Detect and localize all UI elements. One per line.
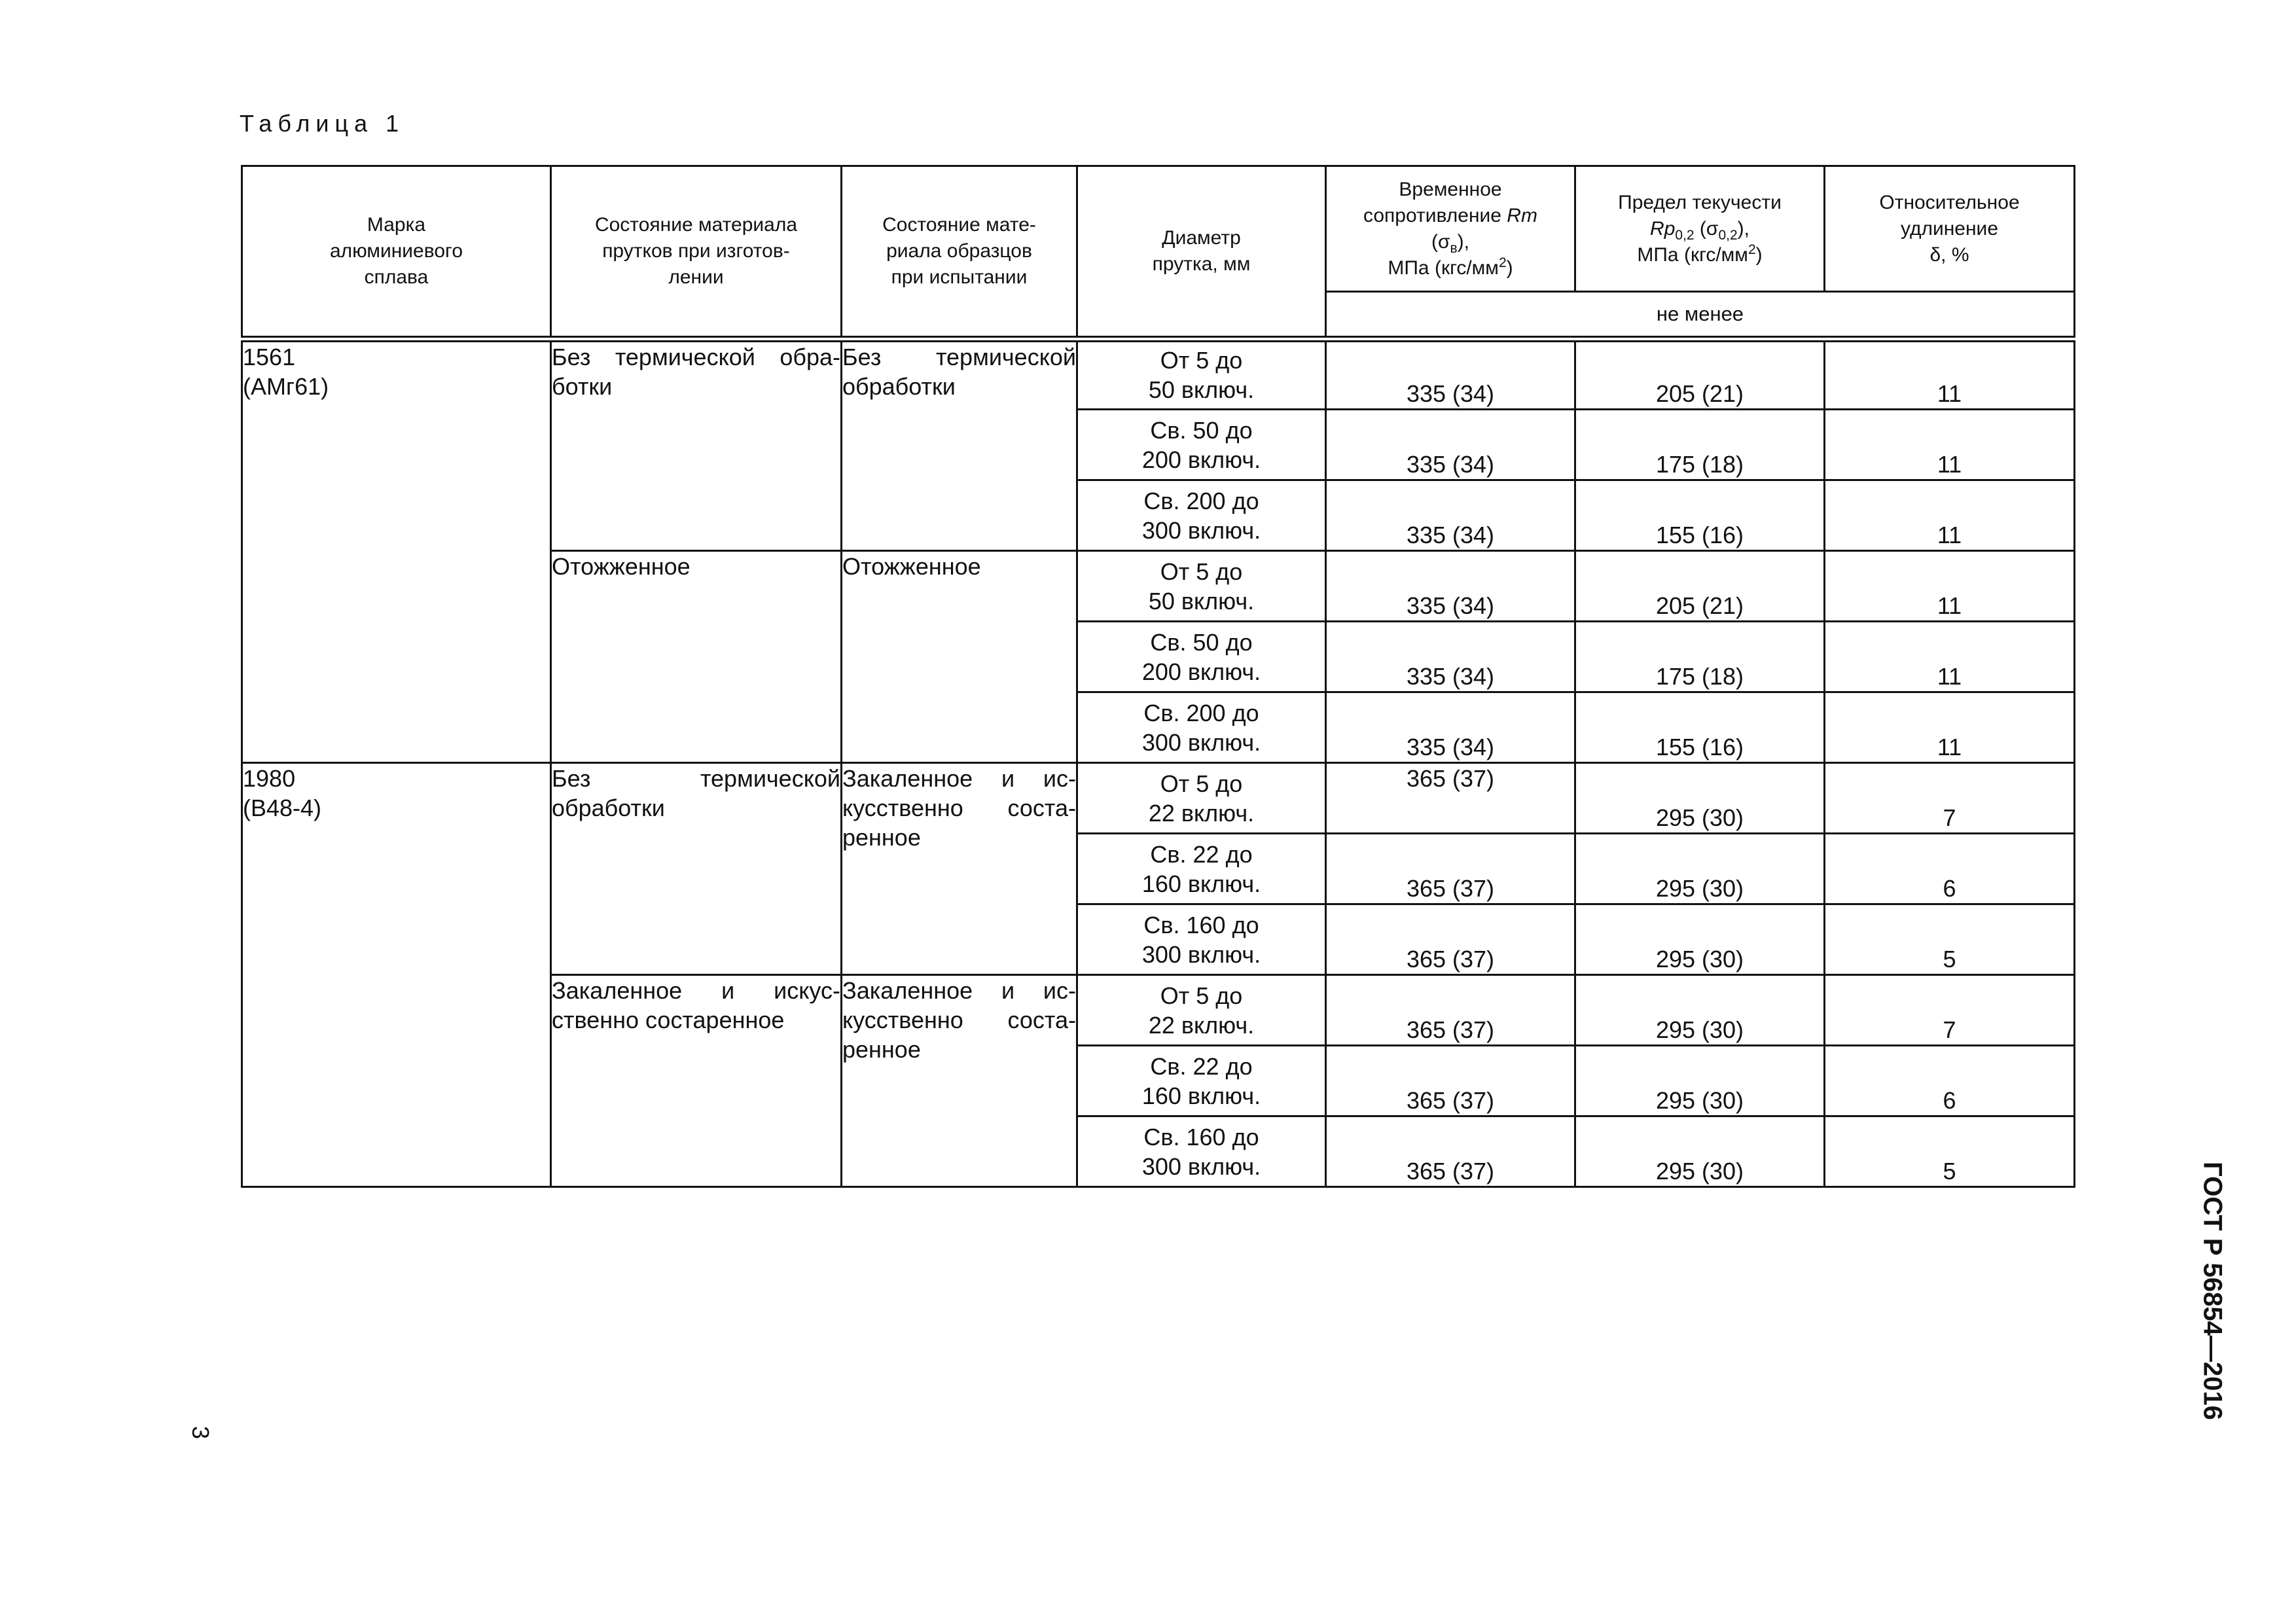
state-testing-cell: Отожженное [842, 551, 1077, 763]
page-number: 3 [187, 1425, 215, 1440]
yield-cell: 205 (21) [1575, 551, 1825, 622]
diameter-cell: Св. 200 до 300 включ. [1077, 692, 1326, 763]
state-testing-cell: Без термической обработки [842, 339, 1077, 551]
diameter-cell: Св. 50 до 200 включ. [1077, 410, 1326, 480]
properties-table [241, 165, 2075, 1188]
document-id: ГОСТ Р 56854—2016 [2198, 1162, 2227, 1420]
header-state-manufacture: Состояние материала прутков при изготов-лении [551, 166, 842, 339]
tensile-cell: 335 (34) [1326, 410, 1575, 480]
state-testing-cell: Закаленное и ис-кусственно соста-ренное [842, 975, 1077, 1187]
diameter-cell: Св. 160 до 300 включ. [1077, 1116, 1326, 1187]
tensile-cell: 365 (37) [1326, 975, 1575, 1046]
table-row [242, 763, 2075, 834]
tensile-cell: 335 (34) [1326, 692, 1575, 763]
header-grade: Марка алюминиевого сплава [242, 166, 551, 339]
elongation-cell: 7 [1825, 763, 2075, 834]
diameter-cell: От 5 до 22 включ. [1077, 975, 1326, 1046]
elongation-cell: 11 [1825, 480, 2075, 551]
header-yield: Предел текучести $Rp_{0,2}$ $(\sigma_{0,2})$, МПа $(кгс/мм^2)$ [1575, 166, 1825, 292]
diameter-cell: Св. 22 до 160 включ. [1077, 834, 1326, 904]
state-manufacture-cell: Отожженное [551, 551, 842, 763]
yield-cell: 155 (16) [1575, 480, 1825, 551]
tensile-cell: 335 (34) [1326, 551, 1575, 622]
state-testing-cell: Закаленное и ис-кусственно соста-ренное [842, 763, 1077, 975]
yield-cell: 295 (30) [1575, 834, 1825, 904]
tensile-cell: 335 (34) [1326, 622, 1575, 692]
yield-cell: 295 (30) [1575, 1046, 1825, 1116]
state-manufacture-cell: Без термической обработки [551, 763, 842, 975]
table-caption: Таблица 1 [240, 110, 405, 137]
elongation-cell: 5 [1825, 1116, 2075, 1187]
tensile-cell: 365 (37) [1326, 1046, 1575, 1116]
header-state-testing: Состояние мате-риала образцов при испытании [842, 166, 1077, 339]
tensile-cell: 335 (34) [1326, 339, 1575, 410]
state-manufacture-cell: Без термической обра-ботки [551, 339, 842, 551]
state-manufacture-cell: Закаленное и искус-ственно состаренное [551, 975, 842, 1187]
header-diameter: Диаметр прутка, мм [1077, 166, 1326, 339]
elongation-cell: 11 [1825, 692, 2075, 763]
yield-cell: 295 (30) [1575, 904, 1825, 975]
diameter-cell: Св. 22 до 160 включ. [1077, 1046, 1326, 1116]
header-tensile: Временное сопротивление Rm $(\sigma_в)$, МПа $(кгс/мм^2)$ [1326, 166, 1575, 292]
elongation-cell: 6 [1825, 834, 2075, 904]
grade-cell: 1561 (АМг61) [242, 339, 551, 763]
diameter-cell: Св. 200 до 300 включ. [1077, 480, 1326, 551]
yield-cell: 175 (18) [1575, 410, 1825, 480]
table-row [242, 339, 2075, 410]
yield-cell: 295 (30) [1575, 1116, 1825, 1187]
elongation-cell: 11 [1825, 622, 2075, 692]
yield-cell: 175 (18) [1575, 622, 1825, 692]
elongation-cell: 11 [1825, 410, 2075, 480]
elongation-cell: 11 [1825, 339, 2075, 410]
header-elongation: Относительное удлинение δ, % [1825, 166, 2075, 292]
tensile-cell: 365 (37) [1326, 834, 1575, 904]
yield-cell: 295 (30) [1575, 975, 1825, 1046]
diameter-cell: Св. 50 до 200 включ. [1077, 622, 1326, 692]
elongation-cell: 7 [1825, 975, 2075, 1046]
tensile-cell: 365 (37) [1326, 763, 1575, 834]
elongation-cell: 6 [1825, 1046, 2075, 1116]
elongation-cell: 11 [1825, 551, 2075, 622]
tensile-cell: 365 (37) [1326, 1116, 1575, 1187]
grade-cell: 1980 (В48-4) [242, 763, 551, 1187]
diameter-cell: От 5 до 22 включ. [1077, 763, 1326, 834]
yield-cell: 155 (16) [1575, 692, 1825, 763]
diameter-cell: Св. 160 до 300 включ. [1077, 904, 1326, 975]
yield-cell: 205 (21) [1575, 339, 1825, 410]
header-min-note: не менее [1326, 292, 2075, 339]
tensile-cell: 335 (34) [1326, 480, 1575, 551]
diameter-cell: От 5 до 50 включ. [1077, 339, 1326, 410]
yield-cell: 295 (30) [1575, 763, 1825, 834]
diameter-cell: От 5 до 50 включ. [1077, 551, 1326, 622]
elongation-cell: 5 [1825, 904, 2075, 975]
tensile-cell: 365 (37) [1326, 904, 1575, 975]
